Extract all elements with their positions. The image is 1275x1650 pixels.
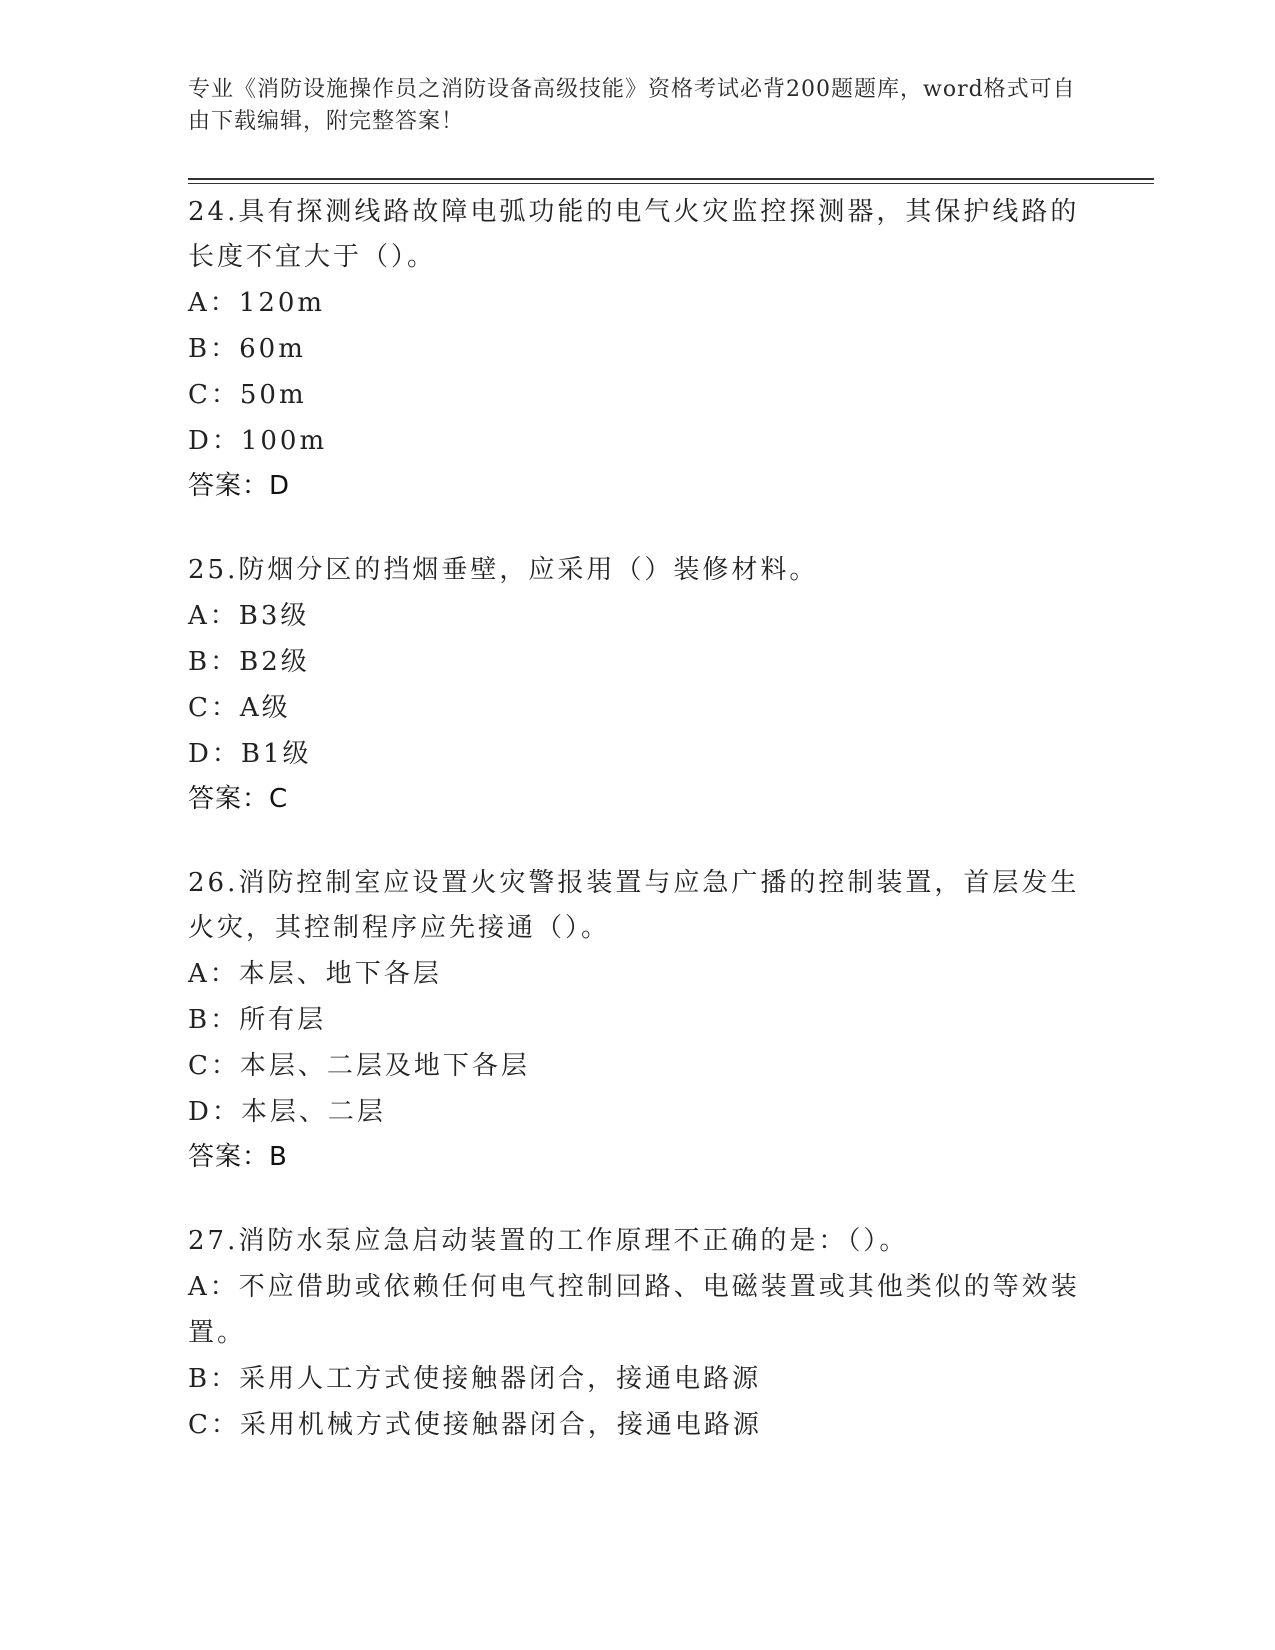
option-d: D：B1级 xyxy=(188,739,312,769)
question-stem: 25.防烟分区的挡烟垂壁，应采用（）装修材料。 xyxy=(188,555,819,585)
answer-line: 答案：B xyxy=(188,1142,288,1172)
question-26 xyxy=(188,861,1088,1179)
option-c: C：本层、二层及地下各层 xyxy=(188,1051,530,1081)
option-a: A：本层、地下各层 xyxy=(188,959,442,989)
question-25 xyxy=(188,548,1088,821)
header-divider-thick xyxy=(188,178,1154,180)
header-divider-thin xyxy=(188,183,1154,184)
option-b: B：60m xyxy=(188,334,306,364)
option-a: A：120m xyxy=(188,288,326,318)
question-24 xyxy=(188,190,1088,508)
question-list xyxy=(188,190,1088,1488)
option-b: B：采用人工方式使接触器闭合，接通电路源 xyxy=(188,1364,762,1394)
answer-line: 答案：D xyxy=(188,471,291,501)
option-d: D：本层、二层 xyxy=(188,1097,386,1127)
option-c: C：50m xyxy=(188,380,307,410)
option-c: C：采用机械方式使接触器闭合，接通电路源 xyxy=(188,1410,762,1440)
question-stem: 24.具有探测线路故障电弧功能的电气火灾监控探测器，其保护线路的长度不宜大于（）。 xyxy=(188,197,1080,272)
option-a: A：不应借助或依赖任何电气控制回路、电磁装置或其他类似的等效装置。 xyxy=(188,1272,1080,1348)
option-b: B：B2级 xyxy=(188,647,310,677)
question-stem: 27.消防水泵应急启动装置的工作原理不正确的是：（）。 xyxy=(188,1226,909,1256)
option-b: B：所有层 xyxy=(188,1005,327,1035)
document-header: 专业《消防设施操作员之消防设备高级技能》资格考试必背200题题库，word格式可自由下载编辑，附完整答案！ xyxy=(188,77,1076,134)
option-d: D：100m xyxy=(188,426,328,456)
question-27 xyxy=(188,1219,1088,1448)
option-c: C：A级 xyxy=(188,693,291,723)
answer-line: 答案：C xyxy=(188,784,289,814)
question-stem: 26.消防控制室应设置火灾警报装置与应急广播的控制装置，首层发生火灾，其控制程序应先接通（）。 xyxy=(188,868,1080,943)
option-a: A：B3级 xyxy=(188,601,310,631)
